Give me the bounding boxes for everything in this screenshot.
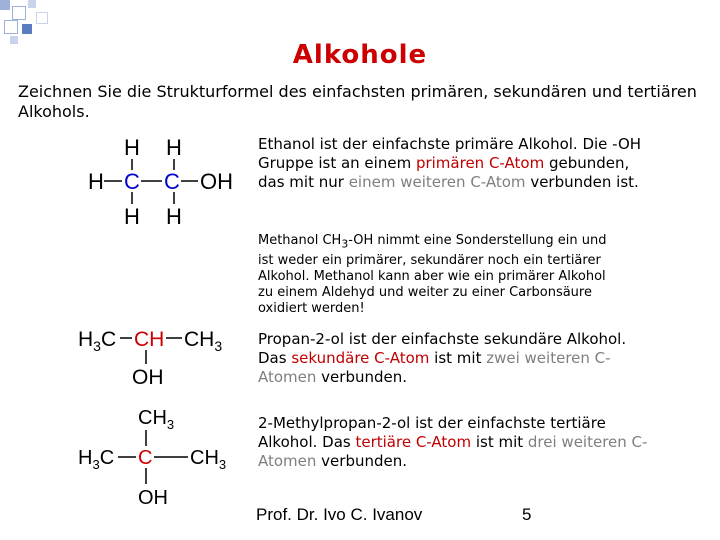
ethanol-structure — [84, 134, 254, 230]
methylpropanol-text: 2-Methylpropan-2-ol ist der einfachste tertiäre Alkohol. Das tertiäre C-Atom ist mit drei weiteren C-Atomen verbunden. — [258, 414, 648, 470]
atom-c: C — [124, 169, 140, 194]
atom-h: H — [88, 169, 104, 194]
propanol-structure — [76, 322, 246, 392]
group-h3c: $H_3C$ — [78, 447, 115, 472]
atom-ch: CH — [134, 328, 165, 351]
group-ch3: $CH_3$ — [190, 447, 227, 472]
atom-oh: OH — [138, 487, 168, 509]
footer-author: Prof. Dr. Ivo C. Ivanov — [256, 505, 423, 524]
methylpropanol-structure — [76, 402, 246, 510]
atom-oh: OH — [132, 366, 164, 389]
propanol-text: Propan-2-ol ist der einfachste sekundäre Alkohol. Das sekundäre C-Atom ist mit zwei weiteren C-Atomen verbunden. — [258, 330, 627, 386]
group-ch3: $CH_3$ — [138, 407, 175, 432]
atom-oh: OH — [200, 169, 233, 194]
methanol-text: Methanol $CH_3-OH$ nimmt eine Sonderstellung ein und ist weder ein primärer, sekundärer noch ein tertiärer Alkohol. Methanol kann aber wie ein primärer Alkohol zu einem Aldehyd und weiter zu einer Carbonsäure oxidiert werden! — [258, 233, 607, 316]
group-ch3: $CH_3$ — [184, 328, 223, 354]
atom-h: H — [166, 204, 182, 229]
atom-h: H — [124, 135, 140, 160]
atom-c: C — [164, 169, 180, 194]
group-h3c: $H_3C$ — [78, 328, 117, 354]
atom-h: H — [166, 135, 182, 160]
atom-c: C — [138, 447, 153, 469]
task-text: Zeichnen Sie die Strukturformel des einfachsten primären, sekundären und tertiären Alkohols. — [18, 82, 697, 121]
page-number: 5 — [522, 505, 532, 524]
ethanol-text: Ethanol ist der einfachste primäre Alkohol. Die -OH Gruppe ist an einem primären C-Atom gebunden, das mit nur einem weiteren C-Atom verbunden ist. — [258, 135, 642, 191]
atom-h: H — [124, 204, 140, 229]
page-title: Alkohole — [292, 40, 428, 70]
